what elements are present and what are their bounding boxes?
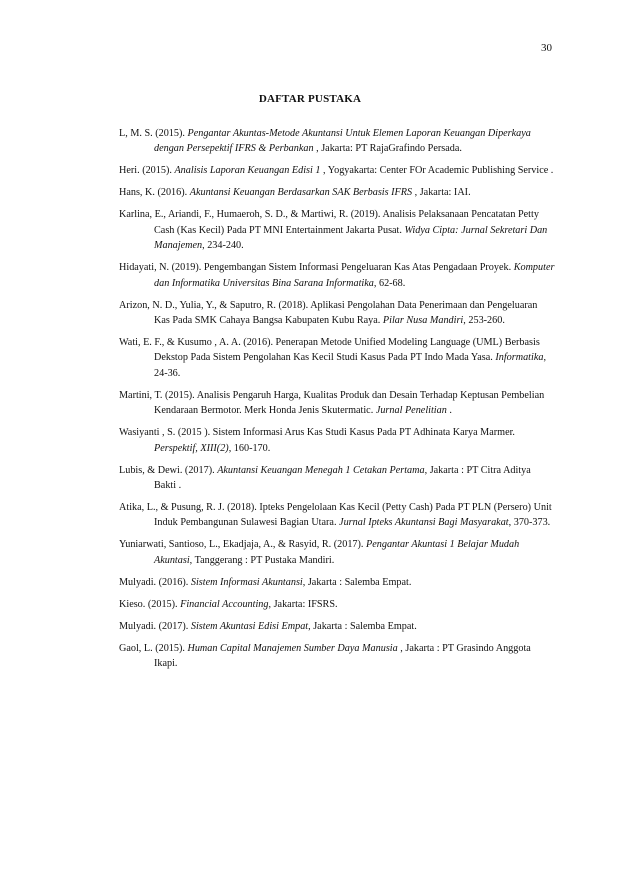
reference-item: Heri. (2015). Analisis Laporan Keuangan Edisi 1 , Yogyakarta: Center FOr Academic Publishing Service . [119, 165, 554, 177]
reference-item: Lubis, & Dewi. (2017). Akuntansi Keuangan Menegah 1 Cetakan Pertama, Jakarta : PT Citra Aditya Bakti . [119, 464, 531, 492]
reference-list [119, 126, 555, 678]
reference-item: Kieso. (2015). Financial Accounting, Jakarta: IFSRS. [119, 598, 338, 610]
reference-item: Wasiyanti , S. (2015 ). Sistem Informasi Arus Kas Studi Kasus Pada PT Adhinata Karya Marmer. Perspektif, XIII(2), 160-170. [119, 427, 515, 454]
page-number: 30 [541, 42, 552, 54]
reference-item: Gaol, L. (2015). Human Capital Manajemen Sumber Daya Manusia , Jakarta : PT Grasindo Anggota Ikapi. [119, 642, 531, 670]
reference-item: Mulyadi. (2016). Sistem Informasi Akuntansi, Jakarta : Salemba Empat. [119, 576, 412, 588]
reference-item: Hidayati, N. (2019). Pengembangan Sistem Informasi Pengeluaran Kas Atas Pengadaan Proyek. Komputer dan Informatika Universitas Bina Sarana Informatika, 62-68. [119, 262, 555, 289]
reference-item: Arizon, N. D., Yulia, Y., & Saputro, R. (2018). Aplikasi Pengolahan Data Penerimaan dan Pengeluaran Kas Pada SMK Cahaya Bangsa Kabupaten Kubu Raya. Pilar Nusa Mandiri, 253-260. [119, 299, 538, 327]
reference-item: L, M. S. (2015). Pengantar Akuntas-Metode Akuntansi Untuk Elemen Laporan Keuangan Diperkaya dengan Persepektif IFRS & Perbankan , Jakarta: PT RajaGrafindo Persada. [119, 128, 531, 155]
reference-item: Wati, E. F., & Kusumo , A. A. (2016). Penerapan Metode Unified Modeling Language (UML) Berbasis Dekstop Pada Sistem Pengolahan Kas Kecil Studi Kasus Pada PT Indo Mada Yasa. Informatika, 24-36. [119, 337, 547, 379]
reference-item: Martini, T. (2015). Analisis Pengaruh Harga, Kualitas Produk dan Desain Terhadap Keptusan Pembelian Kendaraan Bermotor. Merk Honda Jenis Skutermatic. Jurnal Penelitian . [119, 389, 545, 417]
page-title: DAFTAR PUSTAKA [258, 93, 362, 105]
reference-item: Yuniarwati, Santioso, L., Ekadjaja, A., & Rasyid, R. (2017). Pengantar Akuntasi 1 Belajar Mudah Akuntasi, Tanggerang : PT Pustaka Mandiri. [119, 539, 520, 566]
reference-item: Atika, L., & Pusung, R. J. (2018). Ipteks Pengelolaan Kas Kecil (Petty Cash) Pada PT PLN (Persero) Unit Induk Pembangunan Sulawesi Bagian Utara. Jurnal Ipteks Akuntansi Bagi Masyarakat, 370-373. [119, 502, 552, 529]
reference-item: Hans, K. (2016). Akuntansi Keuangan Berdasarkan SAK Berbasis IFRS , Jakarta: IAI. [119, 187, 471, 199]
reference-item: Mulyadi. (2017). Sistem Akuntasi Edisi Empat, Jakarta : Salemba Empat. [119, 620, 417, 632]
reference-item: Karlina, E., Ariandi, F., Humaeroh, S. D., & Martiwi, R. (2019). Analisis Pelaksanaan Pencatatan Petty Cash (Kas Kecil) Pada PT MNI Entertainment Jakarta Pusat. Widya Cipta: Jurnal Sekretari Dan Manajemen, 234-240. [119, 209, 548, 252]
